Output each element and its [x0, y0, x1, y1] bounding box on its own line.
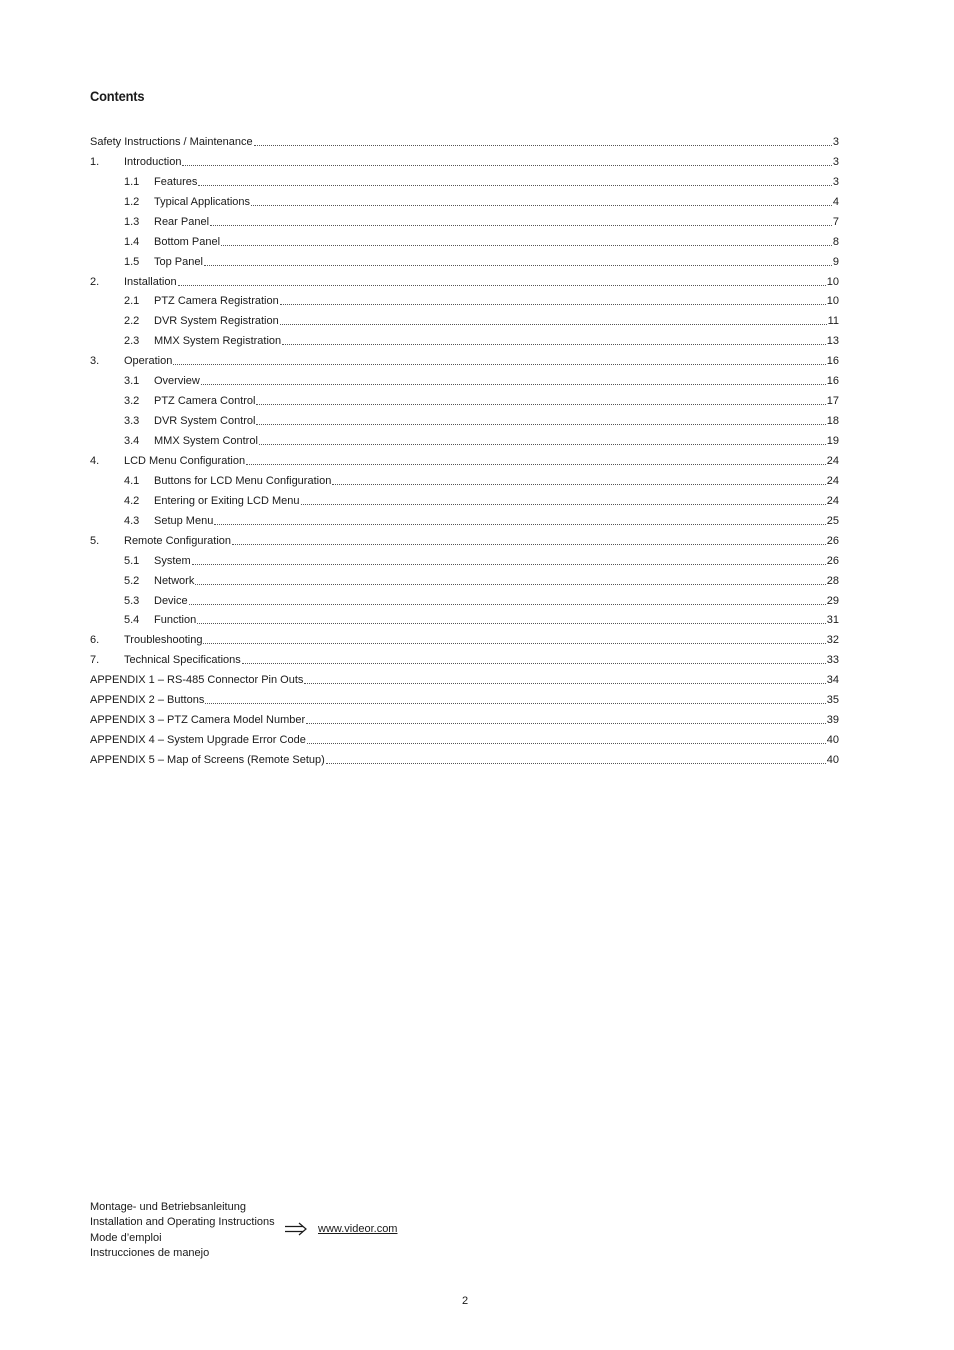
toc-entry-label: Technical Specifications	[124, 654, 241, 667]
toc-leader-dots	[254, 144, 832, 146]
toc-entry-number: 5.	[90, 534, 100, 547]
toc-leader-dots	[173, 363, 825, 365]
toc-leader-dots	[282, 343, 826, 345]
toc-entry-label: Rear Panel	[154, 215, 210, 228]
toc-entry[interactable]	[90, 289, 839, 309]
toc-entry-page: 34	[826, 674, 839, 687]
toc-entry-label: Bottom Panel	[154, 235, 221, 248]
toc-entry[interactable]	[90, 348, 839, 368]
toc-entry-label: APPENDIX 2 – Buttons	[90, 694, 205, 707]
toc-leader-dots	[280, 303, 826, 305]
toc-entry-page: 3	[832, 155, 839, 168]
toc-entry-page: 4	[832, 195, 839, 208]
toc-entry-page: 17	[826, 395, 839, 408]
toc-leader-dots	[205, 702, 825, 704]
toc-leader-dots	[304, 682, 825, 684]
toc-entry-number: 5.4	[124, 614, 140, 627]
footer-language-line: Montage- und Betriebsanleitung	[90, 1201, 246, 1213]
toc-entry[interactable]	[90, 528, 839, 548]
toc-entry-number: 3.2	[124, 395, 140, 408]
toc-entry-number: 2.3	[124, 335, 140, 348]
toc-entry[interactable]	[90, 468, 839, 488]
toc-entry-number: 4.3	[124, 514, 140, 527]
toc-entry-label: Overview	[154, 375, 200, 388]
toc-entry-label: APPENDIX 3 – PTZ Camera Model Number	[90, 714, 306, 727]
toc-entry-label: DVR System Control	[154, 415, 256, 428]
toc-leader-dots	[259, 443, 826, 445]
toc-leader-dots	[280, 323, 827, 325]
page-number: 2	[461, 1295, 469, 1307]
toc-entry-label: Remote Configuration	[124, 534, 232, 547]
toc-entry-number: 1.4	[124, 235, 140, 248]
toc-entry-page: 29	[826, 594, 839, 607]
toc-leader-dots	[256, 403, 825, 405]
toc-entry-page: 9	[832, 255, 839, 268]
toc-entry-number: 3.	[90, 355, 100, 368]
toc-entry[interactable]	[90, 667, 839, 687]
toc-entry-label: Features	[154, 175, 198, 188]
toc-entry[interactable]	[90, 328, 839, 348]
toc-entry-label: Function	[154, 614, 197, 627]
toc-entry[interactable]	[90, 308, 839, 328]
toc-entry[interactable]	[90, 627, 839, 647]
toc-entry-number: 4.2	[124, 494, 140, 507]
toc-entry-label: MMX System Control	[154, 435, 258, 447]
footer-languages	[90, 1200, 275, 1261]
toc-leader-dots	[221, 244, 832, 246]
toc-entry-label: APPENDIX 1 – RS-485 Connector Pin Outs	[90, 674, 304, 687]
toc-entry-page: 24	[826, 454, 839, 467]
toc-entry-label: Installation	[124, 275, 177, 288]
toc-leader-dots	[203, 642, 825, 644]
double-arrow-right-icon	[284, 1222, 308, 1236]
toc-entry-label: Buttons for LCD Menu Configuration	[154, 474, 332, 487]
toc-entry-label: System	[154, 554, 191, 567]
toc-leader-dots	[182, 164, 831, 166]
toc-entry-page: 3	[832, 135, 839, 148]
toc-entry-label: Troubleshooting	[124, 634, 203, 647]
toc-entry-label: Typical Applications	[154, 195, 250, 208]
toc-entry-page: 40	[826, 754, 839, 766]
toc-leader-dots	[201, 383, 826, 385]
toc-entry-page: 8	[832, 235, 839, 248]
toc-entry[interactable]	[90, 588, 839, 608]
toc-entry-page: 32	[826, 634, 839, 647]
toc-entry-page: 35	[826, 694, 839, 707]
toc-leader-dots	[232, 543, 826, 545]
toc-entry-label: Safety Instructions / Maintenance	[90, 135, 253, 148]
toc-leader-dots	[189, 603, 826, 605]
toc-entry[interactable]	[90, 209, 839, 229]
website-link[interactable]: www.videor.com	[318, 1223, 398, 1235]
toc-entry-page: 10	[826, 295, 839, 308]
footer-language-line: Instrucciones de manejo	[90, 1246, 210, 1259]
toc-entry[interactable]	[90, 368, 839, 388]
footer-language-line: Mode d’emploi	[90, 1231, 162, 1244]
toc-entry-page: 24	[826, 474, 839, 487]
toc-entry[interactable]	[90, 428, 839, 448]
toc-entry-label: Network	[154, 574, 195, 587]
toc-leader-dots	[307, 742, 826, 744]
page-title: Contents	[90, 88, 145, 104]
toc-entry-number: 2.2	[124, 315, 140, 328]
toc-entry-page: 10	[826, 275, 839, 288]
toc-entry[interactable]	[90, 269, 839, 289]
toc-entry-page: 26	[826, 534, 839, 547]
toc-entry-page: 24	[826, 494, 839, 507]
toc-entry-number: 2.1	[124, 295, 140, 308]
toc-entry-page: 28	[826, 574, 839, 587]
toc-entry-page: 40	[826, 734, 839, 747]
toc-entry-label: PTZ Camera Control	[154, 395, 256, 408]
toc-entry[interactable]	[90, 568, 839, 588]
toc-entry[interactable]	[90, 647, 839, 667]
toc-entry-label: Device	[154, 594, 188, 607]
toc-leader-dots	[306, 722, 826, 724]
toc-entry-number: 1.2	[124, 195, 140, 208]
toc-leader-dots	[332, 483, 825, 485]
toc-entry-number: 5.3	[124, 594, 140, 607]
toc-entry-label: Entering or Exiting LCD Menu	[154, 494, 300, 507]
toc-entry-number: 3.3	[124, 415, 140, 428]
toc-leader-dots	[195, 583, 825, 585]
toc-entry-number: 1.1	[124, 175, 140, 188]
toc-entry[interactable]	[90, 747, 839, 767]
toc-entry-label: APPENDIX 5 – Map of Screens (Remote Setup)	[90, 754, 325, 766]
toc-entry-number: 1.5	[124, 255, 140, 268]
toc-entry[interactable]	[90, 508, 839, 528]
toc-entry[interactable]	[90, 727, 839, 747]
toc-leader-dots	[198, 184, 831, 186]
toc-entry[interactable]	[90, 687, 839, 707]
toc-entry[interactable]	[90, 388, 839, 408]
toc-entry-page: 7	[832, 215, 839, 228]
toc-entry-number: 2.	[90, 275, 100, 288]
toc-entry-page: 31	[826, 614, 839, 627]
toc-entry[interactable]	[90, 129, 839, 149]
toc-entry-number: 5.2	[124, 574, 140, 587]
toc-entry-page: 18	[826, 415, 839, 428]
toc-entry-number: 7.	[90, 654, 100, 667]
toc-entry-page: 3	[832, 175, 839, 188]
toc-entry-label: LCD Menu Configuration	[124, 454, 246, 467]
toc-leader-dots	[246, 463, 826, 465]
toc-entry[interactable]	[90, 189, 839, 209]
toc-entry[interactable]	[90, 707, 839, 727]
toc-entry-label: Introduction	[124, 155, 182, 168]
toc-entry[interactable]	[90, 149, 839, 169]
toc-entry-label: Setup Menu	[154, 514, 214, 527]
toc-entry-label: PTZ Camera Registration	[154, 295, 279, 308]
toc-entry-label: MMX System Registration	[154, 335, 282, 348]
toc-leader-dots	[197, 622, 826, 624]
toc-leader-dots	[204, 264, 832, 266]
toc-entry[interactable]	[90, 169, 839, 189]
toc-entry-label: DVR System Registration	[154, 315, 279, 328]
toc-leader-dots	[178, 284, 826, 286]
toc-entry[interactable]	[90, 408, 839, 428]
toc-entry[interactable]	[90, 608, 839, 628]
toc-entry[interactable]	[90, 448, 839, 468]
toc-leader-dots	[251, 204, 832, 206]
toc-entry-label: Top Panel	[154, 255, 203, 268]
toc-leader-dots	[256, 423, 825, 425]
toc-entry-number: 5.1	[124, 554, 140, 567]
toc-entry[interactable]	[90, 488, 839, 508]
toc-entry-label: Operation	[124, 355, 173, 368]
table-of-contents	[90, 129, 839, 767]
toc-entry[interactable]	[90, 249, 839, 269]
toc-entry-number: 1.3	[124, 215, 140, 228]
toc-entry-page: 19	[826, 435, 839, 447]
toc-entry-page: 39	[826, 714, 839, 727]
footer-language-line: Installation and Operating Instructions	[90, 1216, 275, 1229]
toc-entry-page: 16	[826, 375, 839, 388]
toc-entry-number: 1.	[90, 155, 100, 168]
toc-entry[interactable]	[90, 548, 839, 568]
toc-entry-page: 26	[826, 554, 839, 567]
toc-leader-dots	[326, 762, 826, 764]
toc-leader-dots	[210, 224, 832, 226]
toc-entry-page: 25	[826, 514, 839, 527]
toc-entry-page: 33	[826, 654, 839, 667]
toc-entry-label: APPENDIX 4 – System Upgrade Error Code	[90, 734, 306, 747]
toc-entry-number: 3.1	[124, 375, 140, 388]
toc-entry-number: 3.4	[124, 435, 140, 447]
toc-entry[interactable]	[90, 229, 839, 249]
toc-entry-page: 16	[826, 355, 839, 368]
toc-entry-page: 13	[826, 335, 839, 348]
toc-leader-dots	[242, 662, 826, 664]
toc-entry-number: 6.	[90, 634, 100, 647]
toc-entry-page: 11	[827, 315, 839, 328]
toc-leader-dots	[192, 563, 826, 565]
toc-leader-dots	[214, 523, 825, 525]
toc-entry-number: 4.	[90, 454, 100, 467]
toc-entry-number: 4.1	[124, 474, 140, 487]
toc-leader-dots	[301, 503, 826, 505]
